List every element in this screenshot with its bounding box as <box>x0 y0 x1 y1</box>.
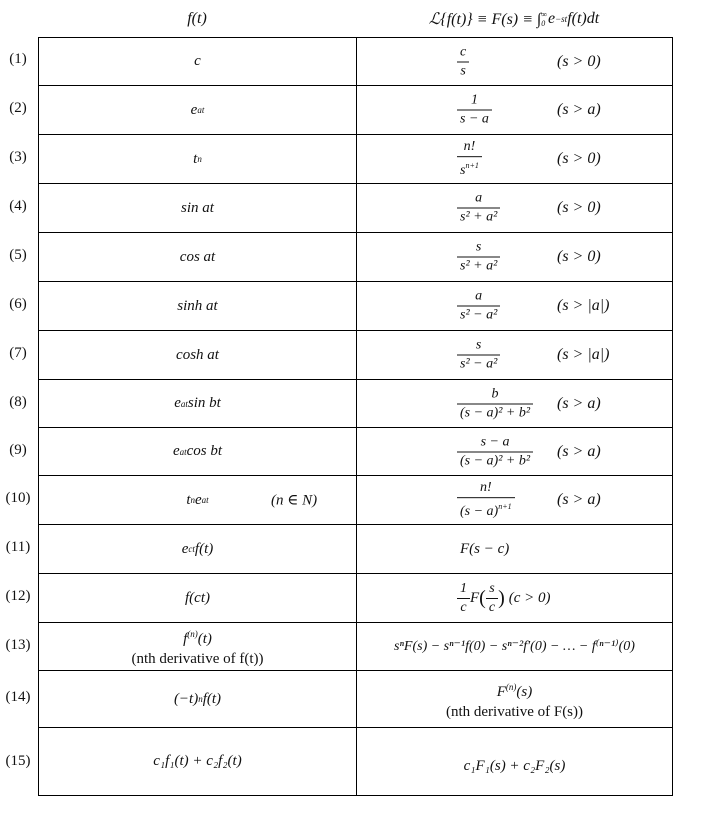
integral-upper-limit: ∞ <box>541 10 547 19</box>
F-cell <box>357 331 673 380</box>
F-expression: F(s − c) <box>460 540 510 557</box>
F-denominator: s² − a² <box>457 355 500 373</box>
F-denominator-exponent: n+1 <box>498 502 512 512</box>
F-prefactor-fraction <box>457 581 470 616</box>
F-numerator: c <box>460 44 467 59</box>
f-tail: (t) <box>197 631 212 647</box>
f-line-2: (nth derivative of f(t)) <box>131 651 264 667</box>
F-fraction <box>457 191 500 226</box>
f-base: t <box>193 150 198 167</box>
f-expression <box>39 541 356 558</box>
f-expression: cosh at <box>176 346 219 363</box>
condition: (s > a) <box>557 101 601 118</box>
F-cell <box>357 233 673 282</box>
F-denominator: (s − a)² + b² <box>457 451 533 469</box>
f-exponent: ct <box>188 544 195 554</box>
F-prefactor-numerator: 1 <box>460 580 467 596</box>
F-cell <box>357 623 673 671</box>
f-expression: c₁f₁(t) + c₂f₂(t) <box>153 753 242 769</box>
F-denominator: (s − a)² + b² <box>457 403 533 421</box>
table-row <box>39 671 673 728</box>
row-number: (4) <box>9 198 27 214</box>
f-exponent: n <box>190 495 195 505</box>
f-expression <box>39 492 356 509</box>
F-cell <box>357 525 673 574</box>
F-cell <box>357 38 673 86</box>
row-number: (14) <box>5 689 31 705</box>
table-row <box>39 38 673 86</box>
F-argument-denominator: c <box>486 598 498 616</box>
F-numerator: s <box>475 239 482 255</box>
F-fraction <box>457 289 500 324</box>
F-expression: c₁F₁(s) + c₂F₂(s) <box>463 758 566 774</box>
f-cell <box>39 331 357 380</box>
header-laplace-exp-base: e <box>548 10 556 27</box>
f-cell <box>39 135 357 184</box>
F-prefactor-denominator: c <box>457 598 469 616</box>
row-number: (15) <box>5 753 31 769</box>
F-fraction <box>457 386 533 421</box>
F-numerator: s <box>475 337 482 353</box>
f-cell <box>39 476 357 525</box>
f-exponent: n <box>197 154 202 164</box>
f-exponent: (n) <box>187 629 198 639</box>
F-denominator: s² + a² <box>457 208 500 226</box>
integral-lower-limit: 0 <box>541 19 546 28</box>
table-row <box>39 623 673 671</box>
row-number: (9) <box>9 442 27 458</box>
f-base: e <box>181 540 189 557</box>
f-cell <box>39 574 357 623</box>
header-laplace-definition <box>356 4 672 34</box>
row-number: (3) <box>9 149 27 165</box>
f-condition: (n ∈ N) <box>271 492 318 509</box>
f-cell <box>39 728 357 796</box>
F-fraction <box>457 434 533 469</box>
f-expression: c <box>194 53 201 69</box>
table-row <box>39 525 673 574</box>
F-numerator: 1 <box>470 92 478 108</box>
f-base: e <box>190 101 198 118</box>
F-expression <box>357 677 672 722</box>
condition: (s > |a|) <box>557 297 610 314</box>
f-expression: cos at <box>179 248 216 265</box>
F-argument-numerator: s <box>489 580 495 596</box>
f-exponent: n <box>198 694 203 704</box>
F-cell <box>357 86 673 135</box>
row-number: (8) <box>9 394 27 410</box>
F-line-1 <box>497 677 533 702</box>
F-denominator <box>457 497 515 520</box>
f-base: t <box>186 491 191 508</box>
F-expression: sⁿF(s) − sⁿ⁻¹f(0) − sⁿ⁻²f′(0) − … − f⁽ⁿ⁻¹⁾(0) <box>394 639 635 654</box>
F-cell <box>357 428 673 476</box>
f-expression <box>39 395 356 412</box>
f-expression <box>39 443 356 460</box>
condition: (s > a) <box>557 442 601 460</box>
f-tail-exponent: at <box>201 495 209 505</box>
table-row <box>39 233 673 282</box>
table-row <box>39 282 673 331</box>
f-base: (−t) <box>173 690 199 707</box>
row-number: (1) <box>9 51 27 67</box>
F-fraction <box>457 338 500 373</box>
F-denominator: s − a <box>457 110 492 128</box>
f-base: e <box>172 443 180 459</box>
f-line-1 <box>183 624 212 649</box>
F-cell <box>357 184 673 233</box>
f-cell <box>39 380 357 428</box>
table-row <box>39 728 673 796</box>
f-tail: cos bt <box>186 443 223 459</box>
condition: (s > |a|) <box>557 346 610 363</box>
f-exponent: at <box>180 398 188 409</box>
F-fraction <box>457 139 482 179</box>
table-row <box>39 86 673 135</box>
f-exponent: at <box>197 105 205 115</box>
f-cell <box>39 428 357 476</box>
f-cell <box>39 184 357 233</box>
integral-limits <box>541 10 547 28</box>
row-number: (12) <box>5 588 31 604</box>
F-cell <box>357 476 673 525</box>
row-number: (6) <box>9 296 27 312</box>
F-denominator-base: (s − a) <box>460 503 499 519</box>
table-row <box>39 428 673 476</box>
f-base: e <box>174 395 181 411</box>
table-row <box>39 380 673 428</box>
condition: (s > 0) <box>557 150 601 167</box>
condition: (s > 0) <box>557 199 601 216</box>
condition: (s > a) <box>557 394 601 412</box>
f-cell <box>39 233 357 282</box>
f-cell <box>39 282 357 331</box>
F-numerator: n! <box>463 139 476 155</box>
table-row <box>39 574 673 623</box>
F-denominator: s² + a² <box>457 257 500 275</box>
F-cell <box>357 728 673 796</box>
F-tail: (s) <box>516 683 533 700</box>
F-exponent: (n) <box>505 681 517 692</box>
F-cell <box>357 282 673 331</box>
f-cell <box>39 525 357 574</box>
condition: (s > 0) <box>557 248 601 265</box>
header-laplace-prefix: ℒ{f(t)} ≡ F(s) ≡ ∫ <box>428 11 542 28</box>
condition: (s > 0) <box>557 52 601 70</box>
F-fraction <box>457 93 492 128</box>
condition: (c > 0) <box>508 589 551 606</box>
f-tail: f(t) <box>194 540 214 557</box>
F-denominator: s² − a² <box>457 306 500 324</box>
F-numerator: a <box>475 190 483 206</box>
f-cell <box>39 671 357 728</box>
row-number: (7) <box>9 345 27 361</box>
f-expression <box>39 624 356 669</box>
F-function: F <box>470 589 480 606</box>
F-cell <box>357 671 673 728</box>
header-laplace-exponent: −st <box>555 14 568 24</box>
F-line-2: (nth derivative of F(s)) <box>445 703 584 720</box>
table-row <box>39 476 673 525</box>
F-fraction <box>457 480 515 520</box>
f-cell <box>39 623 357 671</box>
f-expression: f(ct) <box>185 589 210 606</box>
f-expression: sin at <box>181 199 214 216</box>
row-number: (2) <box>9 100 27 116</box>
F-denominator-exponent: n+1 <box>465 161 479 171</box>
row-number: (5) <box>9 247 27 263</box>
f-cell <box>39 86 357 135</box>
F-denominator <box>457 156 482 179</box>
f-tail: sin bt <box>187 395 221 411</box>
table-row <box>39 184 673 233</box>
F-numerator: b <box>491 386 499 401</box>
laplace-transform-table <box>38 37 673 796</box>
header-f-of-t: f(t) <box>187 10 207 27</box>
F-numerator: n! <box>479 480 492 496</box>
F-cell <box>357 135 673 184</box>
F-cell <box>357 380 673 428</box>
F-base: F <box>496 683 506 700</box>
f-cell <box>39 38 357 86</box>
f-exponent: at <box>179 446 187 457</box>
F-numerator: s − a <box>480 434 510 449</box>
F-numerator: a <box>475 288 483 304</box>
header-laplace-tail: f(t)dt <box>567 10 600 27</box>
F-fraction <box>457 240 500 275</box>
f-expression <box>39 102 356 119</box>
row-number: (10) <box>5 490 31 506</box>
f-expression <box>39 691 356 708</box>
condition: (s > a) <box>557 491 601 508</box>
F-denominator: s <box>457 61 468 79</box>
f-tail: e <box>194 491 202 508</box>
f-expression <box>39 151 356 168</box>
f-base: f <box>183 631 188 647</box>
F-fraction <box>457 44 469 79</box>
f-tail: f(t) <box>202 690 222 707</box>
table-row <box>39 135 673 184</box>
row-number: (13) <box>5 637 31 653</box>
f-expression: sinh at <box>177 297 218 314</box>
F-denominator-base: s <box>460 162 466 178</box>
table-row <box>39 331 673 380</box>
F-cell: $\frac{1}{c}$ F ( $\frac{s}{c}$ ) (c > 0) <box>357 574 673 623</box>
row-number: (11) <box>5 539 31 555</box>
F-argument-fraction <box>486 581 498 616</box>
